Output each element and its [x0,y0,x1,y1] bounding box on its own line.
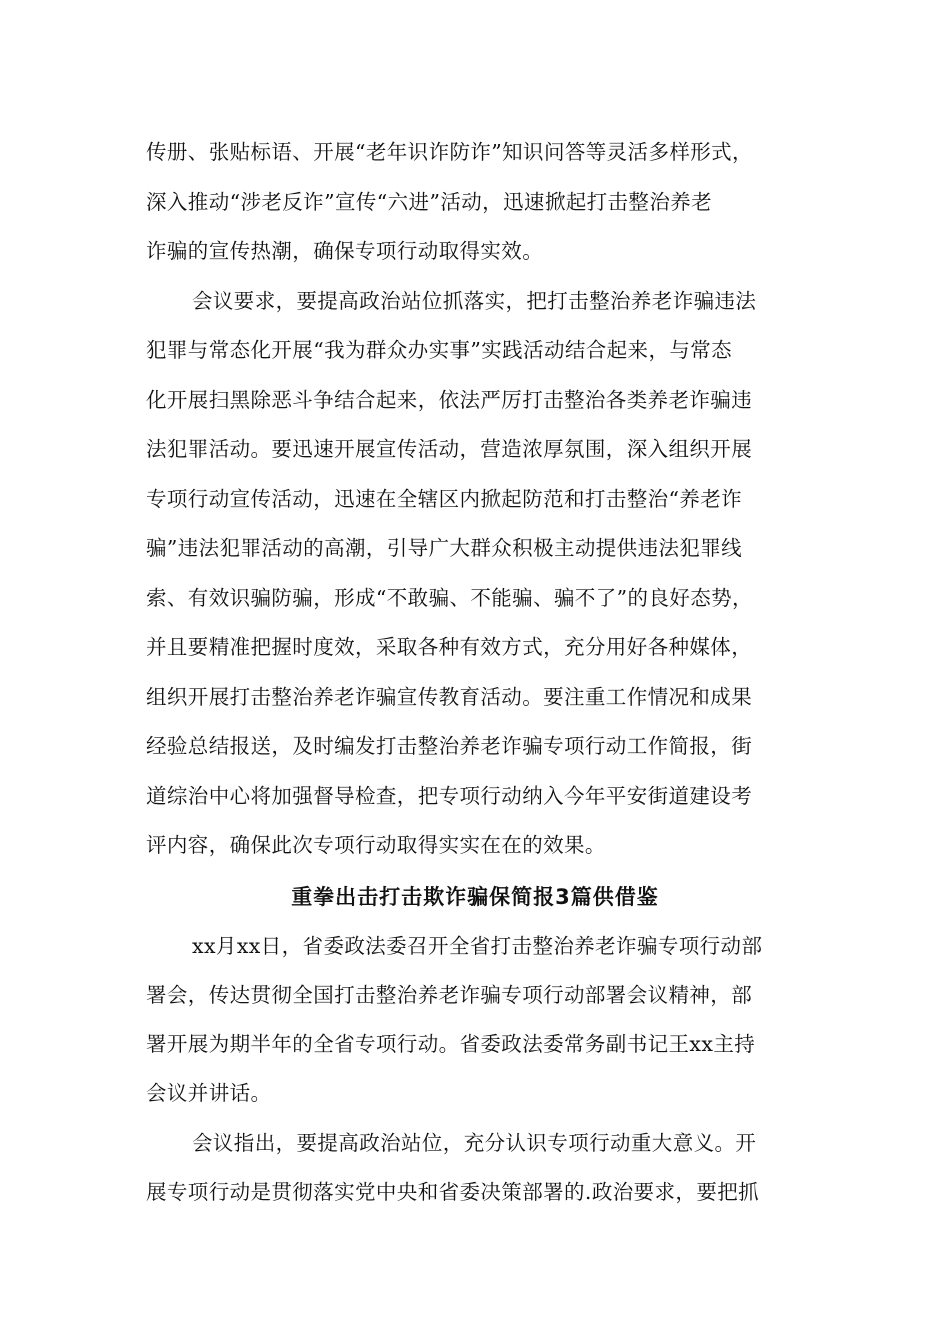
body-line: 化开展扫黑除恶斗争结合起来，依法严厉打击整治各类养老诈骗违 [146,388,753,412]
body-line: 诈骗的宣传热潮，确保专项行动取得实效。 [146,239,544,263]
body-line: 骗”违法犯罪活动的高潮，引导广大群众积极主动提供违法犯罪线 [146,536,743,560]
body-line: 展专项行动是贯彻落实党中央和省委决策部署的.政治要求，要把抓 [146,1180,760,1204]
body-line: 法犯罪活动。要迅速开展宣传活动，营造浓厚氛围，深入组织开展 [146,437,753,461]
body-line: 会议并讲话。 [146,1081,272,1105]
body-line: 组织开展打击整治养老诈骗宣传教育活动。要注重工作情况和成果 [146,685,753,709]
body-line: 传册、张贴标语、开展“老年识诈防诈”知识问答等灵活多样形式， [146,140,753,164]
body-line: 并且要精准把握时度效，采取各种有效方式，充分用好各种媒体， [146,635,753,659]
body-line: xx月xx日，省委政法委召开全省打击整治养老诈骗专项行动部 [192,934,763,958]
body-line: 犯罪与常态化开展“我为群众办实事”实践活动结合起来，与常态 [146,338,733,362]
body-line: 索、有效识骗防骗，形成“不敢骗、不能骗、骗不了”的良好态势， [146,586,753,610]
body-line: 专项行动宣传活动，迅速在全辖区内掀起防范和打击整治“养老诈 [146,487,743,511]
body-line: 评内容，确保此次专项行动取得实实在在的效果。 [146,833,606,857]
body-line: 会议要求，要提高政治站位抓落实，把打击整治养老诈骗违法 [192,289,757,313]
body-line: 会议指出，要提高政治站位，充分认识专项行动重大意义。开 [192,1131,757,1155]
body-line: 署开展为期半年的全省专项行动。省委政法委常务副书记王xx主持 [146,1032,756,1056]
section-title: 重拳出击打击欺诈骗保简报3篇供借鉴 [291,885,659,909]
body-line: 道综治中心将加强督导检查，把专项行动纳入今年平安街道建设考 [146,784,753,808]
body-line: 经验总结报送，及时编发打击整治养老诈骗专项行动工作简报，街 [146,734,753,758]
body-line: 署会，传达贯彻全国打击整治养老诈骗专项行动部署会议精神，部 [146,983,753,1007]
body-line: 深入推动“涉老反诈”宣传“六进”活动，迅速掀起打击整治养老 [146,190,713,214]
